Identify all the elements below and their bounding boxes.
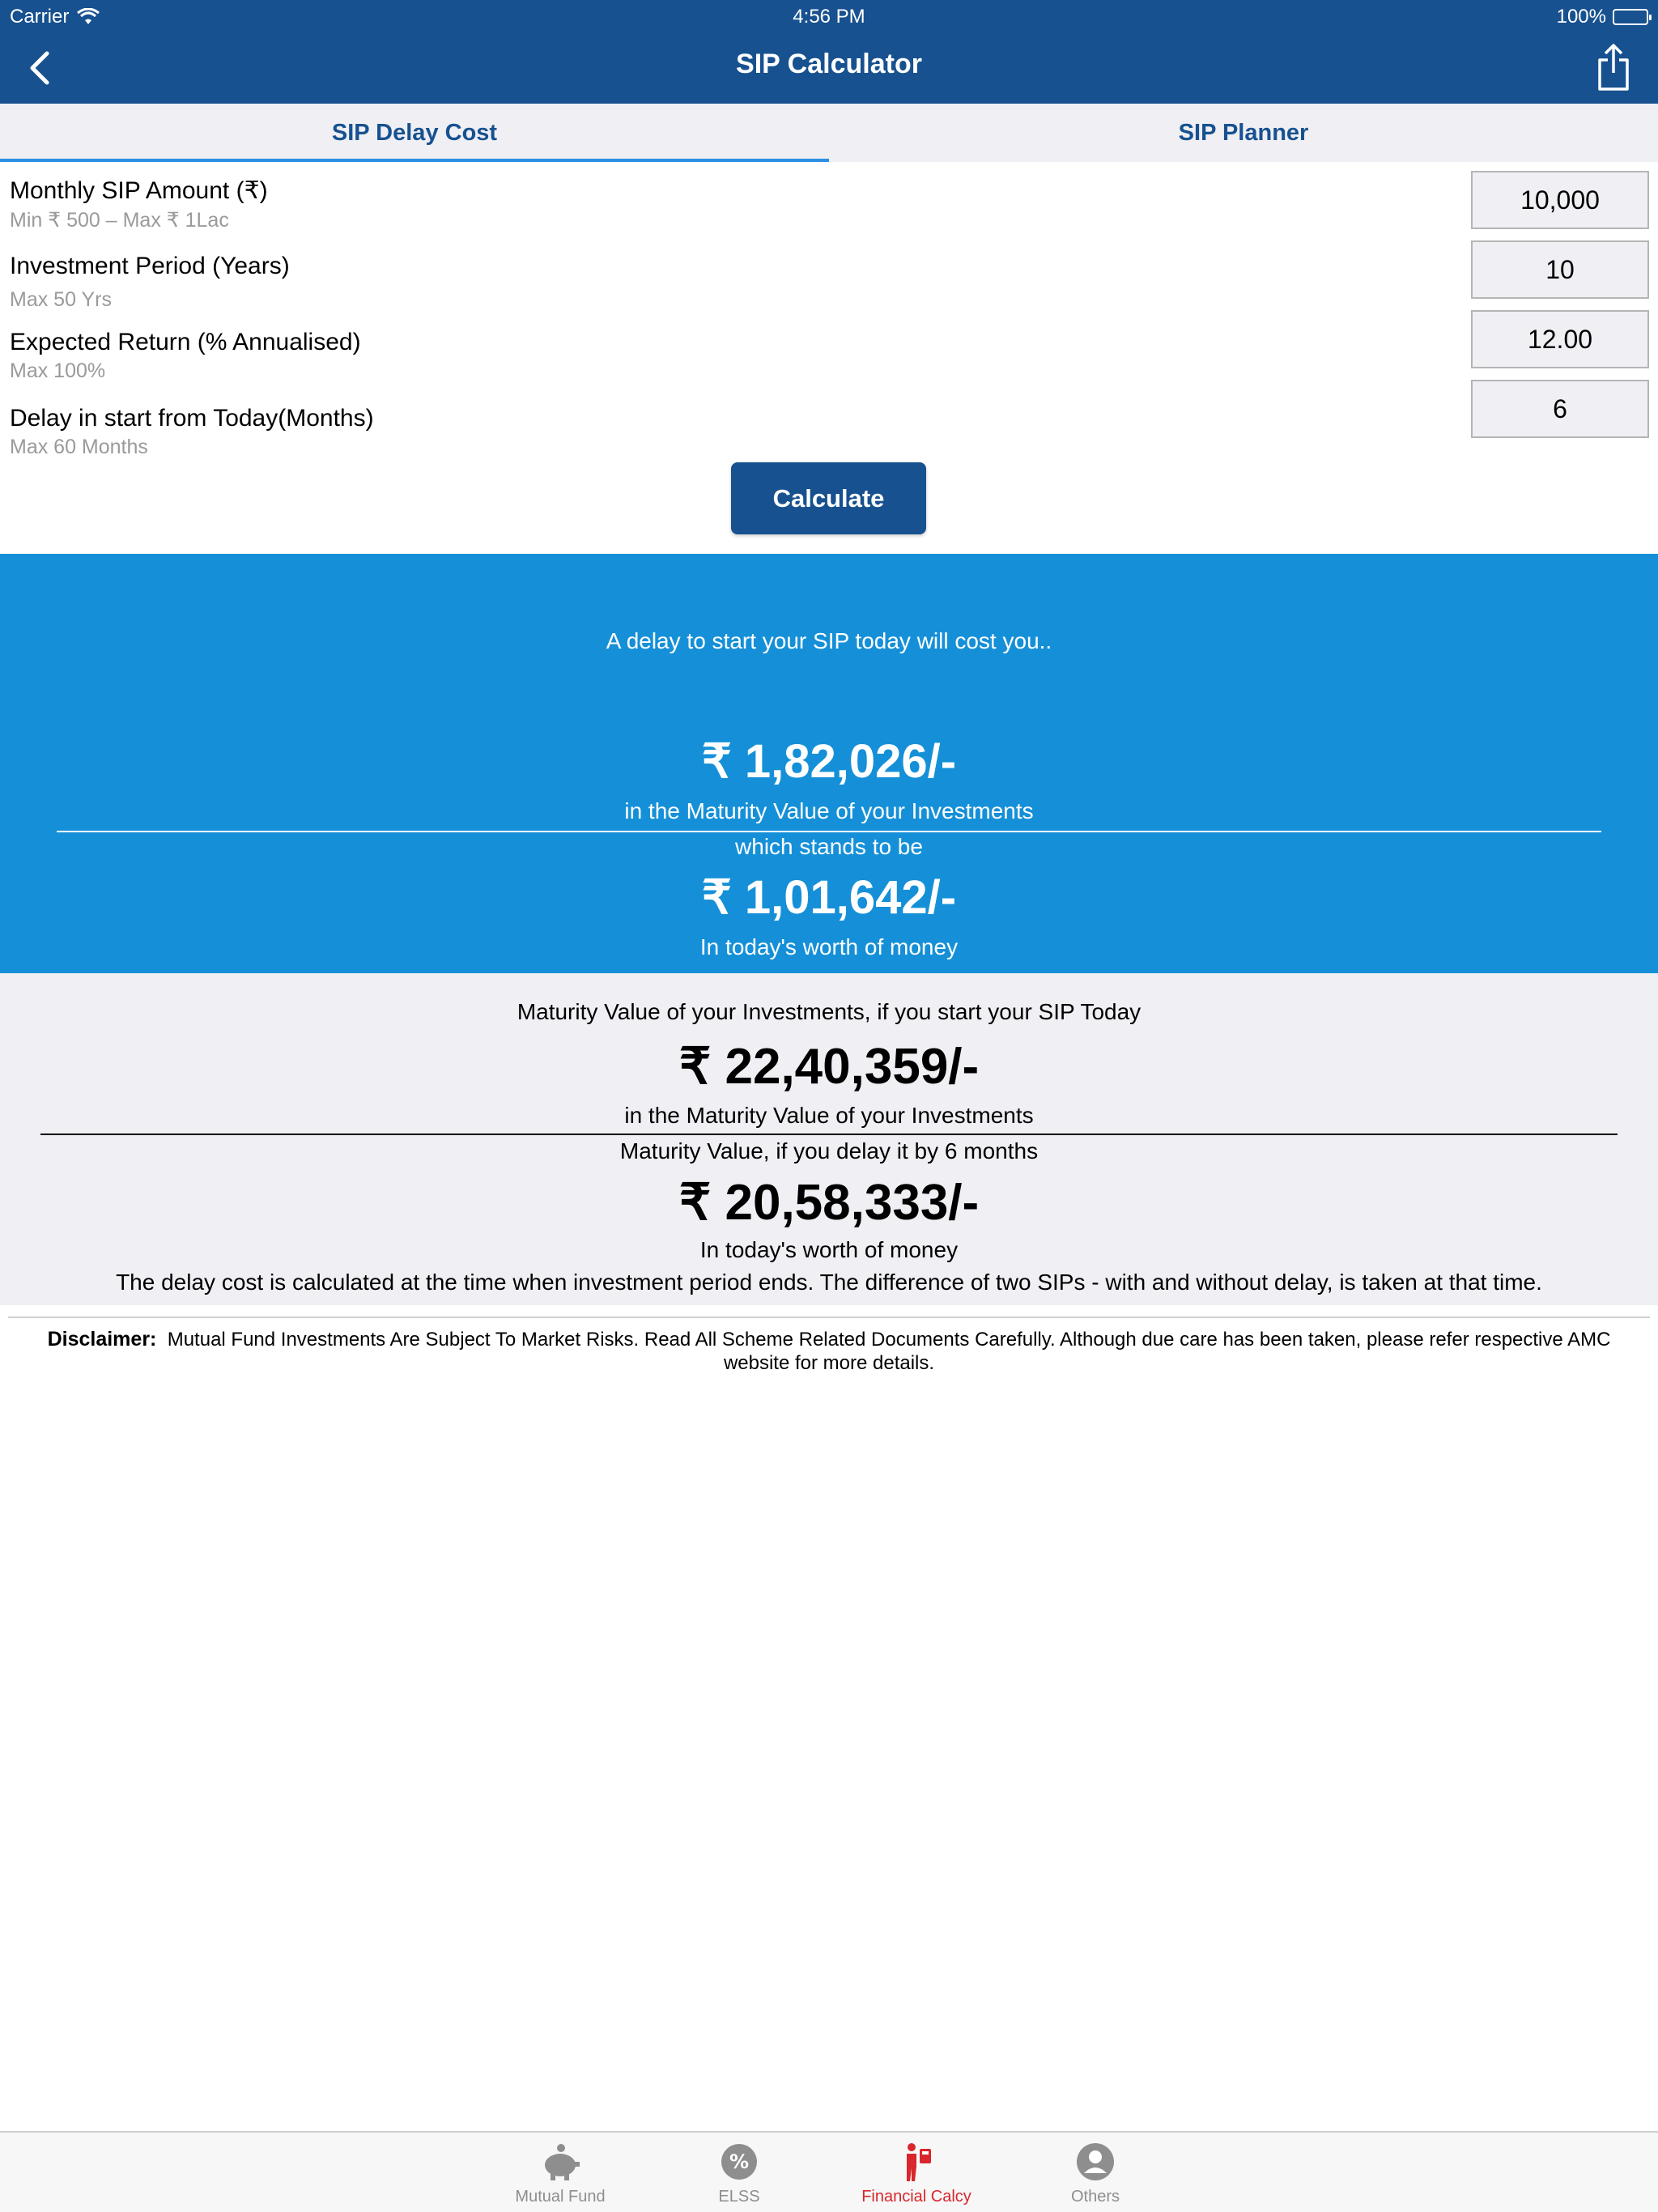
segment-tabs bbox=[0, 104, 1658, 162]
tabbar-item-elss[interactable] bbox=[658, 2141, 820, 2206]
maturity-today-caption: Maturity Value of your Investments, if you start your SIP Today bbox=[517, 999, 1141, 1024]
divider bbox=[57, 831, 1601, 832]
tabbar-item-mutual-fund[interactable] bbox=[479, 2141, 641, 2206]
disclaimer-text: Mutual Fund Investments Are Subject To Market Risks. Read All Scheme Related Documents Carefully. Although due care has been taken, please refer respective AMC website for more details. bbox=[167, 1329, 1611, 1374]
investment-period-input[interactable]: 10 bbox=[1471, 240, 1649, 299]
delay-months-input[interactable]: 6 bbox=[1471, 380, 1649, 438]
divider bbox=[8, 1317, 1650, 1318]
delay-cost-caption: in the Maturity Value of your Investments bbox=[624, 798, 1034, 823]
tabbar-label: ELSS bbox=[718, 2188, 760, 2206]
disclaimer bbox=[32, 1328, 1626, 1375]
field-hint: Min ₹ 500 – Max ₹ 1Lac bbox=[10, 209, 229, 232]
battery-indicator bbox=[1557, 6, 1648, 28]
percent-badge-icon bbox=[718, 2141, 760, 2183]
delay-cost-amount: ₹ 1,82,026/- bbox=[701, 735, 957, 788]
field-hint: Max 50 Yrs bbox=[10, 288, 112, 311]
field-label: Monthly SIP Amount (₹) bbox=[10, 177, 268, 204]
tabbar-label: Mutual Fund bbox=[515, 2188, 606, 2206]
form-row-monthly-amount bbox=[10, 177, 268, 232]
status-time: 4:56 PM bbox=[793, 6, 865, 28]
bottom-tab-bar bbox=[0, 2131, 1658, 2212]
disclaimer-label: Disclaimer: bbox=[47, 1328, 157, 1351]
delay-cost-panel bbox=[0, 554, 1658, 973]
field-label: Investment Period (Years) bbox=[10, 253, 290, 279]
delay-message: A delay to start your SIP today will cost you.. bbox=[606, 628, 1052, 653]
tabbar-label: Others bbox=[1070, 2188, 1120, 2206]
battery-icon bbox=[1613, 9, 1648, 25]
tabbar-item-financial-calcy[interactable] bbox=[835, 2141, 997, 2206]
field-hint: Max 100% bbox=[10, 359, 106, 382]
form-row-investment-period bbox=[10, 253, 290, 312]
calculate-button[interactable]: Calculate bbox=[731, 462, 926, 534]
present-worth-caption: In today's worth of money bbox=[699, 934, 959, 959]
piggy-bank-icon bbox=[539, 2141, 581, 2183]
field-hint: Max 60 Months bbox=[10, 436, 148, 458]
maturity-panel bbox=[0, 973, 1658, 1305]
carrier-label: Carrier bbox=[10, 6, 70, 28]
tab-sip-planner[interactable]: SIP Planner bbox=[1178, 120, 1309, 146]
tabbar-label: Financial Calcy bbox=[861, 2188, 971, 2206]
expected-return-input[interactable]: 12.00 bbox=[1471, 310, 1649, 368]
battery-percent: 100% bbox=[1556, 6, 1606, 28]
status-bar bbox=[0, 0, 1658, 32]
form-row-expected-return bbox=[10, 329, 361, 383]
tab-sip-delay-cost[interactable]: SIP Delay Cost bbox=[0, 104, 829, 162]
person-calculator-icon bbox=[895, 2141, 937, 2183]
present-worth-amount: ₹ 1,01,642/- bbox=[701, 871, 957, 924]
svg-text:%: % bbox=[729, 2150, 750, 2173]
maturity-today-sub: in the Maturity Value of your Investments bbox=[624, 1103, 1034, 1128]
tabbar-item-others[interactable] bbox=[1014, 2141, 1176, 2206]
maturity-today-amount: ₹ 22,40,359/- bbox=[678, 1039, 980, 1095]
page-title: SIP Calculator bbox=[736, 49, 922, 79]
maturity-delay-caption: Maturity Value, if you delay it by 6 months bbox=[619, 1138, 1039, 1163]
navigation-bar bbox=[0, 0, 1658, 104]
monthly-amount-input[interactable]: 10,000 bbox=[1471, 171, 1649, 229]
divider bbox=[40, 1134, 1618, 1135]
stands-caption: which stands to be bbox=[735, 834, 923, 859]
maturity-delay-amount: ₹ 20,58,333/- bbox=[678, 1175, 980, 1231]
maturity-delay-sub: In today's worth of money bbox=[699, 1237, 959, 1262]
field-label: Delay in start from Today(Months) bbox=[10, 405, 374, 432]
share-icon[interactable] bbox=[1593, 42, 1634, 92]
form-row-delay-months bbox=[10, 405, 374, 459]
field-label: Expected Return (% Annualised) bbox=[10, 329, 361, 355]
delay-cost-note: The delay cost is calculated at the time when investment period ends. The difference of two SIPs - with and without delay, is taken at that time. bbox=[116, 1270, 1542, 1295]
user-circle-icon bbox=[1074, 2141, 1116, 2183]
